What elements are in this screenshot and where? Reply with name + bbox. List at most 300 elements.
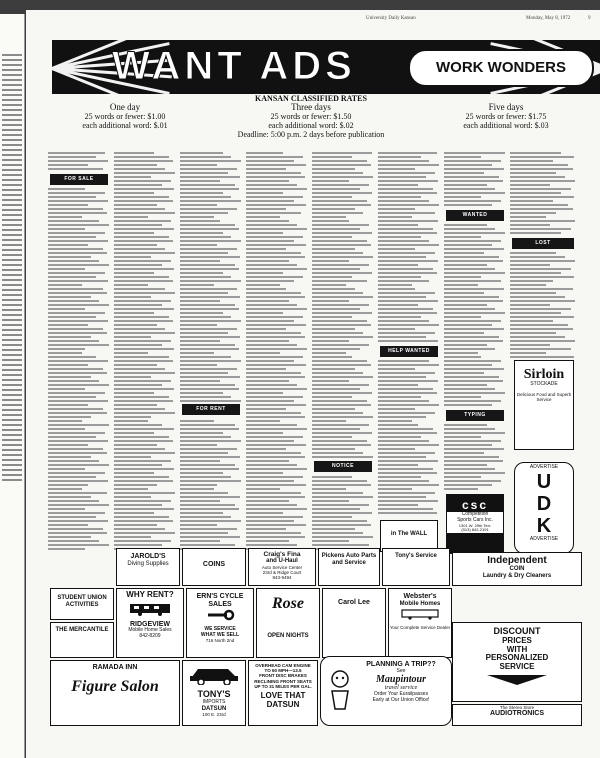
- classified-text-line: [312, 292, 363, 294]
- rate-five-days-line2: each additional word: $.03: [463, 121, 549, 130]
- classified-text-line: [246, 164, 306, 166]
- classified-text-line: [48, 332, 107, 334]
- classified-text-line: [246, 532, 301, 534]
- classified-text-line: [48, 440, 108, 442]
- tonys-datsun-sub: IMPORTS: [202, 698, 226, 705]
- column-3: [180, 150, 242, 554]
- classified-text-line: [48, 340, 99, 342]
- classified-text-line: [180, 236, 231, 238]
- ad-coins: [182, 548, 246, 586]
- previous-page-text-fragment: [2, 424, 22, 426]
- previous-page-text-fragment: [2, 104, 22, 106]
- erns-tag2: WHAT WE SELL: [200, 631, 240, 638]
- mobile-home-icon: [128, 600, 172, 616]
- previous-page-text-fragment: [2, 139, 22, 141]
- classified-text-line: [114, 408, 165, 410]
- classified-text-line: [246, 284, 280, 286]
- rate-five-days-line1: 25 words or fewer: $1.75: [465, 112, 547, 121]
- classified-text-line: [312, 208, 355, 210]
- classified-text-line: [48, 260, 99, 262]
- classified-text-line: [114, 176, 151, 178]
- classified-text-line: [180, 532, 228, 534]
- classified-text-line: [114, 536, 151, 538]
- classified-text-line: [378, 192, 437, 194]
- classified-text-line: [48, 344, 109, 346]
- classified-text-line: [246, 412, 301, 414]
- classified-text-line: [444, 424, 487, 426]
- classified-text-line: [444, 276, 481, 278]
- classified-text-line: [510, 328, 573, 330]
- classified-text-line: [246, 292, 301, 294]
- classified-text-line: [444, 292, 484, 294]
- classified-text-line: [180, 328, 237, 330]
- craigs-phone: 843-9494: [272, 575, 292, 581]
- classified-text-line: [48, 388, 85, 390]
- classified-text-line: [378, 208, 415, 210]
- classified-text-line: [444, 184, 487, 186]
- previous-page-text-fragment: [2, 89, 22, 91]
- classified-text-line: [378, 476, 421, 478]
- classified-text-line: [48, 160, 108, 162]
- classified-text-line: [312, 284, 346, 286]
- classified-text-line: [180, 384, 235, 386]
- classified-text-line: [180, 304, 235, 306]
- previous-page-text-fragment: [2, 144, 22, 146]
- header-notice: NOTICE: [314, 461, 372, 472]
- classified-text-line: [114, 228, 174, 230]
- classified-text-line: [180, 472, 223, 474]
- classified-text-line: [444, 192, 505, 194]
- previous-page-text-fragment: [2, 394, 22, 396]
- classified-text-line: [378, 188, 433, 190]
- classified-text-line: [378, 176, 426, 178]
- classified-text-line: [114, 260, 171, 262]
- classified-text-line: [246, 172, 301, 174]
- classified-text-line: [510, 216, 546, 218]
- classified-text-line: [312, 220, 349, 222]
- student-union-line: ACTIVITIES: [65, 601, 99, 608]
- classified-text-line: [180, 512, 223, 514]
- overhead-slogan2: DATSUN: [266, 699, 300, 709]
- classified-text-line: [180, 220, 220, 222]
- classified-text-line: [114, 356, 169, 358]
- classified-text-line: [246, 212, 301, 214]
- classified-text-line: [48, 152, 105, 154]
- classified-text-line: [378, 436, 421, 438]
- classified-text-line: [444, 400, 501, 402]
- classified-text-line: [114, 420, 148, 422]
- classified-text-line: [444, 256, 499, 258]
- classified-text-line: [48, 504, 109, 506]
- classified-text-line: [180, 296, 240, 298]
- rose-open: OPEN NIGHTS: [267, 632, 309, 639]
- classified-text-line: [444, 396, 481, 398]
- classified-text-line: [444, 476, 481, 478]
- classified-text-line: [444, 232, 505, 234]
- classified-text-line: [114, 532, 175, 534]
- classified-text-line: [114, 428, 174, 430]
- classified-text-line: [114, 312, 154, 314]
- classified-text-line: [444, 296, 499, 298]
- classified-text-line: [246, 452, 301, 454]
- classified-text-line: [114, 320, 173, 322]
- classified-text-line: [180, 316, 231, 318]
- classified-text-line: [180, 536, 240, 538]
- classified-text-line: [444, 280, 501, 282]
- classified-text-line: [510, 300, 575, 302]
- classified-text-line: [180, 516, 231, 518]
- discount-line5: SERVICE: [499, 662, 535, 672]
- csc-logo: csc: [461, 498, 489, 512]
- classified-text-line: [180, 464, 235, 466]
- classified-text-line: [180, 176, 240, 178]
- classified-text-line: [180, 160, 241, 162]
- classified-text-line: [180, 432, 223, 434]
- classified-text-line: [444, 340, 503, 342]
- previous-page-text-fragment: [2, 214, 22, 216]
- classified-text-line: [378, 256, 426, 258]
- classified-text-line: [444, 380, 503, 382]
- classified-text-line: [246, 448, 286, 450]
- classified-text-line: [378, 308, 433, 310]
- classified-text-line: [48, 432, 105, 434]
- column-6: [378, 150, 440, 554]
- classified-text-line: [114, 196, 169, 198]
- classified-text-line: [444, 272, 505, 274]
- classified-text-line: [114, 236, 169, 238]
- tonys-datsun-brand: DATSUN: [201, 705, 227, 712]
- classified-text-line: [48, 448, 103, 450]
- previous-page-text-fragment: [2, 164, 22, 166]
- previous-page-text-fragment: [2, 374, 22, 376]
- classified-text-line: [180, 480, 241, 482]
- classified-text-line: [114, 268, 174, 270]
- classified-text-line: [378, 316, 421, 318]
- maupintour-see: See: [396, 667, 406, 674]
- classified-text-line: [378, 472, 437, 474]
- classified-text-line: [378, 372, 435, 374]
- classified-text-line: [114, 272, 154, 274]
- classified-text-line: [444, 448, 504, 450]
- classified-text-line: [180, 428, 239, 430]
- classified-text-line: [444, 360, 501, 362]
- classified-text-line: [114, 488, 148, 490]
- classified-text-line: [510, 232, 561, 234]
- classified-text-line: [180, 496, 240, 498]
- classified-text-line: [444, 404, 492, 406]
- pickens-name: Pickens Auto Parts: [321, 553, 377, 559]
- classified-text-line: [114, 308, 174, 310]
- previous-page-text-fragment: [2, 129, 22, 131]
- classified-text-line: [180, 228, 239, 230]
- previous-page-text-fragment: [2, 69, 22, 71]
- classified-text-line: [180, 252, 228, 254]
- classified-text-line: [378, 488, 412, 490]
- classified-text-line: [180, 324, 217, 326]
- overhead-line5: UP TO 31 MILES PER GAL.: [254, 683, 312, 689]
- classified-text-line: [114, 504, 162, 506]
- classified-text-line: [312, 196, 352, 198]
- classified-text-line: [444, 344, 487, 346]
- classified-text-line: [48, 300, 99, 302]
- classified-text-line: [114, 156, 169, 158]
- classified-text-line: [378, 312, 437, 314]
- classified-text-line: [312, 348, 360, 350]
- classified-text-line: [510, 256, 565, 258]
- classified-text-line: [180, 340, 220, 342]
- classified-text-line: [444, 160, 501, 162]
- classified-text-line: [114, 288, 165, 290]
- classified-text-line: [246, 156, 303, 158]
- classified-text-line: [312, 492, 363, 494]
- classified-text-line: [114, 444, 157, 446]
- classified-text-line: [48, 364, 88, 366]
- classified-text-line: [180, 288, 237, 290]
- classified-text-line: [48, 392, 105, 394]
- classified-text-line: [180, 204, 217, 206]
- classified-text-line: [48, 548, 85, 550]
- classified-text-line: [378, 388, 433, 390]
- classified-text-line: [180, 260, 220, 262]
- classified-text-line: [378, 320, 429, 322]
- classified-text-line: [114, 280, 173, 282]
- classified-text-line: [114, 480, 173, 482]
- classified-text-line: [114, 352, 148, 354]
- classified-text-line: [246, 520, 294, 522]
- rate-three-days-line1: 25 words or fewer: $1.50: [270, 112, 352, 121]
- classified-text-line: [114, 520, 173, 522]
- classified-text-line: [246, 508, 307, 510]
- classified-text-line: [378, 508, 433, 510]
- classified-text-line: [114, 404, 157, 406]
- classified-text-line: [510, 172, 556, 174]
- classified-text-line: [114, 452, 175, 454]
- classified-text-line: [48, 280, 108, 282]
- classified-text-line: [180, 292, 228, 294]
- previous-page-text-fragment: [2, 309, 22, 311]
- udk-bottom: ADVERTISE: [529, 535, 559, 542]
- classified-text-line: [312, 532, 363, 534]
- classified-text-line: [114, 376, 151, 378]
- classified-text-line: [378, 220, 438, 222]
- previous-page-text-fragment: [2, 399, 22, 401]
- classified-text-line: [48, 292, 107, 294]
- classified-text-line: [312, 228, 360, 230]
- classified-text-line: [48, 404, 88, 406]
- classified-text-line: [378, 368, 415, 370]
- classified-text-line: [510, 160, 553, 162]
- classified-text-line: [246, 500, 289, 502]
- classified-text-line: [114, 188, 174, 190]
- classified-text-line: [180, 336, 240, 338]
- classified-text-line: [312, 448, 355, 450]
- previous-page-text-fragment: [2, 469, 22, 471]
- classified-text-line: [246, 260, 289, 262]
- classified-text-line: [246, 300, 289, 302]
- classified-text-line: [48, 444, 88, 446]
- classified-text-line: [48, 268, 85, 270]
- overhead-line3: FRONT DISC BRAKES: [259, 673, 307, 679]
- classified-text-line: [246, 388, 307, 390]
- classified-text-line: [378, 244, 439, 246]
- classified-text-line: [180, 168, 237, 170]
- classified-text-line: [246, 180, 289, 182]
- classified-text-line: [246, 528, 286, 530]
- classified-text-line: [312, 152, 372, 154]
- classified-text-line: [246, 484, 306, 486]
- classified-text-line: [246, 468, 307, 470]
- classified-text-line: [378, 204, 439, 206]
- classified-text-line: [444, 480, 501, 482]
- classified-text-line: [48, 272, 105, 274]
- classified-text-line: [246, 236, 303, 238]
- classified-text-line: [48, 212, 107, 214]
- ad-jarolds: [116, 548, 180, 586]
- classified-text-line: [114, 344, 162, 346]
- classified-text-line: [180, 508, 239, 510]
- classified-text-line: [114, 500, 171, 502]
- previous-page-text-fragment: [2, 184, 22, 186]
- previous-page-edge: [0, 14, 25, 758]
- previous-page-text-fragment: [2, 259, 22, 261]
- classified-text-line: [246, 264, 297, 266]
- classified-text-line: [180, 388, 239, 390]
- classified-text-line: [510, 268, 571, 270]
- classified-text-line: [48, 296, 91, 298]
- classified-text-line: [378, 444, 439, 446]
- classified-text-line: [444, 356, 481, 358]
- wrench-icon: [205, 608, 235, 622]
- classified-text-line: [444, 196, 481, 198]
- classified-text-line: [444, 388, 495, 390]
- classified-text-line: [444, 308, 495, 310]
- previous-page-text-fragment: [2, 474, 22, 476]
- classified-text-line: [312, 520, 367, 522]
- classified-text-line: [444, 300, 503, 302]
- classified-text-line: [48, 500, 99, 502]
- classified-text-line: [114, 468, 174, 470]
- tonys-service-name: Tony's Service: [395, 553, 437, 559]
- classified-text-line: [378, 456, 426, 458]
- classified-text-line: [510, 252, 556, 254]
- classified-text-line: [378, 408, 415, 410]
- classified-text-line: [312, 376, 373, 378]
- classified-text-line: [180, 216, 214, 218]
- classified-text-line: [114, 340, 171, 342]
- sirloin-name: Sirloin: [523, 367, 565, 382]
- classified-text-line: [114, 348, 174, 350]
- previous-page-text-fragment: [2, 419, 22, 421]
- classified-text-line: [246, 436, 303, 438]
- classified-text-line: [312, 444, 371, 446]
- craigs-line2: and U-Haul: [266, 558, 298, 565]
- previous-page-text-fragment: [2, 479, 22, 481]
- previous-page-text-fragment: [2, 174, 22, 176]
- classified-text-line: [114, 292, 175, 294]
- ad-why-rent: [116, 588, 184, 658]
- ad-craigs-fina: [248, 548, 316, 586]
- independent-name: Independent: [487, 555, 547, 566]
- classified-text-line: [246, 216, 280, 218]
- classified-text-line: [246, 476, 303, 478]
- maupintour-line: Order Your Eurailpasses: [373, 691, 429, 698]
- classified-text-line: [48, 524, 88, 526]
- classified-text-line: [510, 180, 575, 182]
- classified-text-line: [312, 508, 360, 510]
- classified-text-line: [312, 232, 372, 234]
- classified-text-line: [378, 300, 438, 302]
- classified-text-line: [312, 324, 371, 326]
- csc-phone: (913) 842-2191: [447, 528, 503, 533]
- classified-text-line: [312, 336, 373, 338]
- classified-text-line: [114, 240, 173, 242]
- classified-text-line: [246, 316, 303, 318]
- classified-text-line: [180, 400, 241, 402]
- classified-text-line: [378, 424, 418, 426]
- classified-text-line: [114, 448, 165, 450]
- classified-text-line: [180, 444, 217, 446]
- classified-text-line: [246, 432, 283, 434]
- classified-text-line: [510, 204, 568, 206]
- classified-text-line: [378, 216, 412, 218]
- classified-text-line: [444, 440, 501, 442]
- ramada-name: RAMADA INN: [92, 664, 138, 671]
- classified-text-line: [312, 408, 355, 410]
- classified-text-line: [312, 184, 369, 186]
- classified-text-line: [312, 392, 372, 394]
- classified-text-line: [246, 244, 306, 246]
- classified-text-line: [444, 312, 505, 314]
- previous-page-text-fragment: [2, 244, 22, 246]
- craigs-line3: Auto Service Center: [261, 564, 303, 570]
- jarolds-name: JAROLD'S: [130, 553, 166, 560]
- classified-text-line: [312, 312, 372, 314]
- classified-text-line: [246, 176, 305, 178]
- classified-text-line: [180, 192, 223, 194]
- classified-text-line: [510, 192, 561, 194]
- classified-text-line: [48, 156, 96, 158]
- classified-text-line: [48, 336, 91, 338]
- classified-text-line: [48, 304, 109, 306]
- classified-text-line: [48, 356, 96, 358]
- classified-text-line: [180, 280, 241, 282]
- classified-text-line: [312, 432, 372, 434]
- classified-text-line: [48, 228, 85, 230]
- classified-text-line: [180, 284, 214, 286]
- classified-text-line: [312, 388, 360, 390]
- previous-page-text-fragment: [2, 359, 22, 361]
- classified-text-line: [48, 164, 88, 166]
- classified-text-line: [180, 156, 231, 158]
- classified-text-line: [444, 372, 484, 374]
- rate-one-day-line1: 25 words or fewer: $1.00: [84, 112, 166, 121]
- classified-text-line: [510, 356, 574, 358]
- classified-text-line: [180, 212, 228, 214]
- classified-text-line: [378, 284, 412, 286]
- classified-text-line: [180, 152, 223, 154]
- websters-sub: Your Complete Service Dealer: [389, 625, 451, 631]
- classified-text-line: [114, 544, 162, 546]
- tonys-datsun-addr: 100 E. 23rd: [202, 712, 226, 718]
- coins-name: COINS: [202, 561, 226, 568]
- classified-text-line: [114, 204, 157, 206]
- classified-text-line: [246, 320, 294, 322]
- classified-text-line: [312, 160, 367, 162]
- classified-text-line: [444, 288, 504, 290]
- classified-text-line: [180, 452, 228, 454]
- classified-text-line: [444, 180, 503, 182]
- classified-text-line: [510, 260, 575, 262]
